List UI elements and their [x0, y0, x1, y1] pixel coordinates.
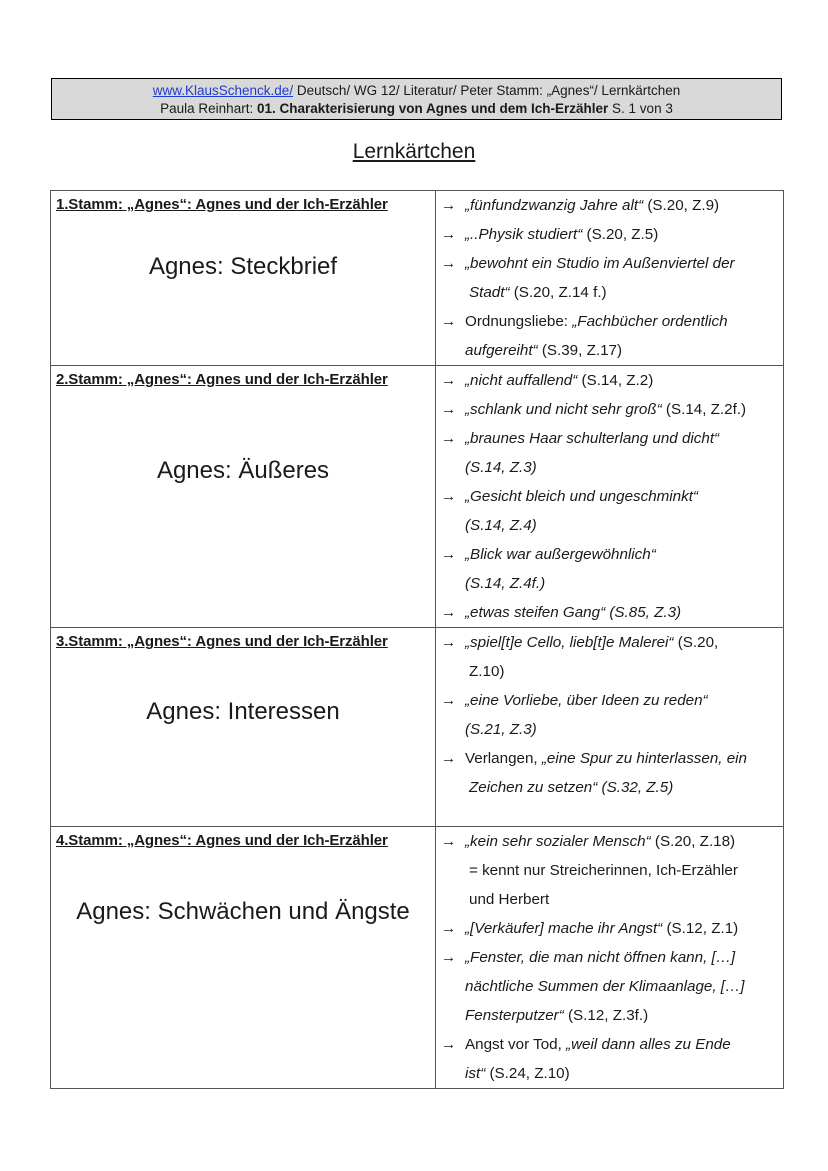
card-back: [436, 827, 784, 1089]
note-item: → „schlank und nicht sehr groß“ (S.14, Z.2f.): [441, 395, 779, 424]
arrow-right-icon: →: [441, 313, 457, 330]
arrow-right-icon: →: [441, 692, 457, 709]
flashcard-row: [51, 191, 784, 366]
header-page-number: S. 1 von 3: [608, 101, 673, 116]
page-title: Lernkärtchen: [352, 140, 476, 163]
note-item: → „spiel[t]e Cello, lieb[t]e Malerei“ (S.20, Z.10): [441, 628, 779, 686]
website-link[interactable]: www.KlausSchenck.de/: [152, 83, 294, 98]
note-item: → „braunes Haar schulterlang und dicht“ (S.14, Z.3): [441, 424, 779, 482]
note-item: → „..Physik studiert“ (S.20, Z.5): [441, 220, 779, 249]
header-path: Deutsch/ WG 12/ Literatur/ Peter Stamm: „Agnes“/ Lernkärtchen: [293, 83, 681, 98]
note-item: → „[Verkäufer] mache ihr Angst“ (S.12, Z.1): [441, 914, 779, 943]
flashcard-table: [50, 190, 784, 1089]
card-source: 2.Stamm: „Agnes“: Agnes und der Ich-Erzähler: [56, 371, 388, 388]
card-topic: Agnes: Interessen: [146, 698, 340, 725]
note-item: → Ordnungsliebe: „Fachbücher ordentlich aufgereiht“ (S.39, Z.17): [441, 307, 779, 365]
note-item: → „kein sehr sozialer Mensch“ (S.20, Z.18) = kennt nur Streicherinnen, Ich-Erzähler und Herbert: [441, 827, 779, 914]
header-author: Paula Reinhart:: [160, 101, 257, 116]
arrow-right-icon: →: [441, 949, 457, 966]
note-item: → „Blick war außergewöhnlich“ (S.14, Z.4f.): [441, 540, 779, 598]
card-front: [51, 827, 436, 1089]
arrow-right-icon: →: [441, 604, 457, 621]
note-item: → „Gesicht bleich und ungeschminkt“ (S.14, Z.4): [441, 482, 779, 540]
header-line-2: [52, 100, 781, 118]
flashcard-row: [51, 827, 784, 1089]
card-topic: Agnes: Steckbrief: [148, 253, 338, 280]
card-source: 4.Stamm: „Agnes“: Agnes und der Ich-Erzähler: [56, 832, 388, 849]
note-item: → „eine Vorliebe, über Ideen zu reden“ (S.21, Z.3): [441, 686, 779, 744]
arrow-right-icon: →: [441, 255, 457, 272]
arrow-right-icon: →: [441, 401, 457, 418]
note-item: → „bewohnt ein Studio im Außenviertel der Stadt“ (S.20, Z.14 f.): [441, 249, 779, 307]
card-front: [51, 366, 436, 628]
document-header: [51, 78, 782, 120]
card-source: 1.Stamm: „Agnes“: Agnes und der Ich-Erzähler: [56, 196, 388, 213]
arrow-right-icon: →: [441, 430, 457, 447]
card-back: [436, 366, 784, 628]
arrow-right-icon: →: [441, 920, 457, 937]
card-front: [51, 191, 436, 366]
flashcard-row: [51, 628, 784, 827]
note-item: → „nicht auffallend“ (S.14, Z.2): [441, 366, 779, 395]
card-front: [51, 628, 436, 827]
arrow-right-icon: →: [441, 750, 457, 767]
arrow-right-icon: →: [441, 226, 457, 243]
header-line-1: [52, 82, 781, 100]
card-topic: Agnes: Schwächen und Ängste: [76, 898, 410, 925]
arrow-right-icon: →: [441, 197, 457, 214]
arrow-right-icon: →: [441, 1036, 457, 1053]
note-item: → „fünfundzwanzig Jahre alt“ (S.20, Z.9): [441, 191, 779, 220]
arrow-right-icon: →: [441, 833, 457, 850]
arrow-right-icon: →: [441, 372, 457, 389]
card-back: [436, 628, 784, 827]
note-item: → Angst vor Tod, „weil dann alles zu Ende ist“ (S.24, Z.10): [441, 1030, 779, 1088]
arrow-right-icon: →: [441, 546, 457, 563]
note-item: → Verlangen, „eine Spur zu hinterlassen, ein Zeichen zu setzen“ (S.32, Z.5): [441, 744, 779, 802]
flashcard-row: [51, 366, 784, 628]
arrow-right-icon: →: [441, 634, 457, 651]
card-back: [436, 191, 784, 366]
card-source: 3.Stamm: „Agnes“: Agnes und der Ich-Erzähler: [56, 633, 388, 650]
header-title: 01. Charakterisierung von Agnes und dem Ich-Erzähler: [256, 101, 609, 116]
card-topic: Agnes: Äußeres: [156, 457, 330, 484]
note-item: → „etwas steifen Gang“ (S.85, Z.3): [441, 598, 779, 627]
note-item: → „Fenster, die man nicht öffnen kann, […] nächtliche Summen der Klimaanlage, […] Fensterputzer“ (S.12, Z.3f.): [441, 943, 779, 1030]
arrow-right-icon: →: [441, 488, 457, 505]
